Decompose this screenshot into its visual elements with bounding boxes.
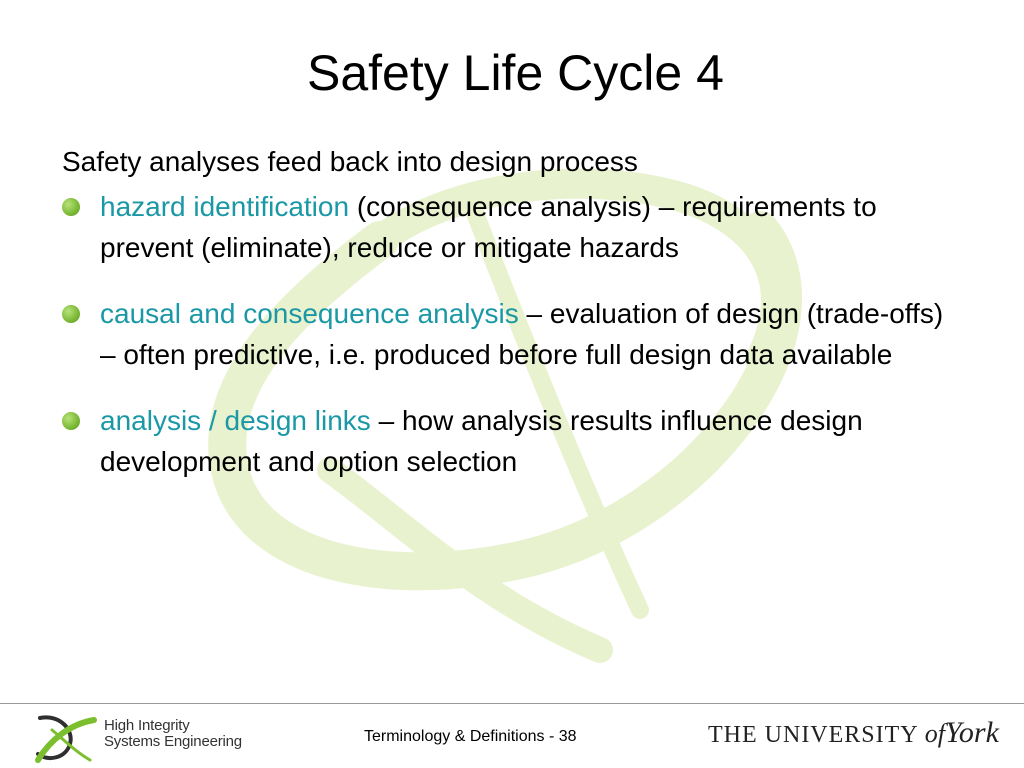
university-main: THE UNIVERSITY [708,722,918,748]
bullet-text: – how analysis results influence design development and option selection [100,405,863,477]
university-of-york-logo [708,718,999,750]
bullet-dot-icon [62,412,80,430]
slide-footer [0,704,1024,768]
bullet-text: – evaluation of design (trade-offs) – often predictive, i.e. produced before full design data available [100,298,944,370]
hise-line-1: High Integrity [104,717,190,734]
bullet-highlight: analysis / design links [100,405,371,436]
bullet-highlight: causal and consequence analysis [100,298,519,329]
slide-title: Safety Life Cycle 4 [307,45,724,101]
bullet-text: (consequence analysis) – requirements to prevent (eliminate), reduce or mitigate hazards [100,191,877,263]
university-york: York [944,716,999,749]
bullet-item [62,400,962,482]
intro-text: Safety analyses feed back into design process [62,146,638,177]
bullet-dot-icon [62,198,80,216]
bullet-item [62,186,962,268]
slide-body [62,142,962,507]
hise-logo-icon [30,710,100,766]
bullet-dot-icon [62,305,80,323]
bullet-item [62,293,962,375]
bullet-highlight: hazard identification [100,191,350,222]
hise-line-2: Systems Engineering [104,733,242,750]
hise-org-name [104,718,242,750]
university-of: of [924,719,945,748]
footer-caption: Terminology & Definitions - 38 [364,728,577,745]
